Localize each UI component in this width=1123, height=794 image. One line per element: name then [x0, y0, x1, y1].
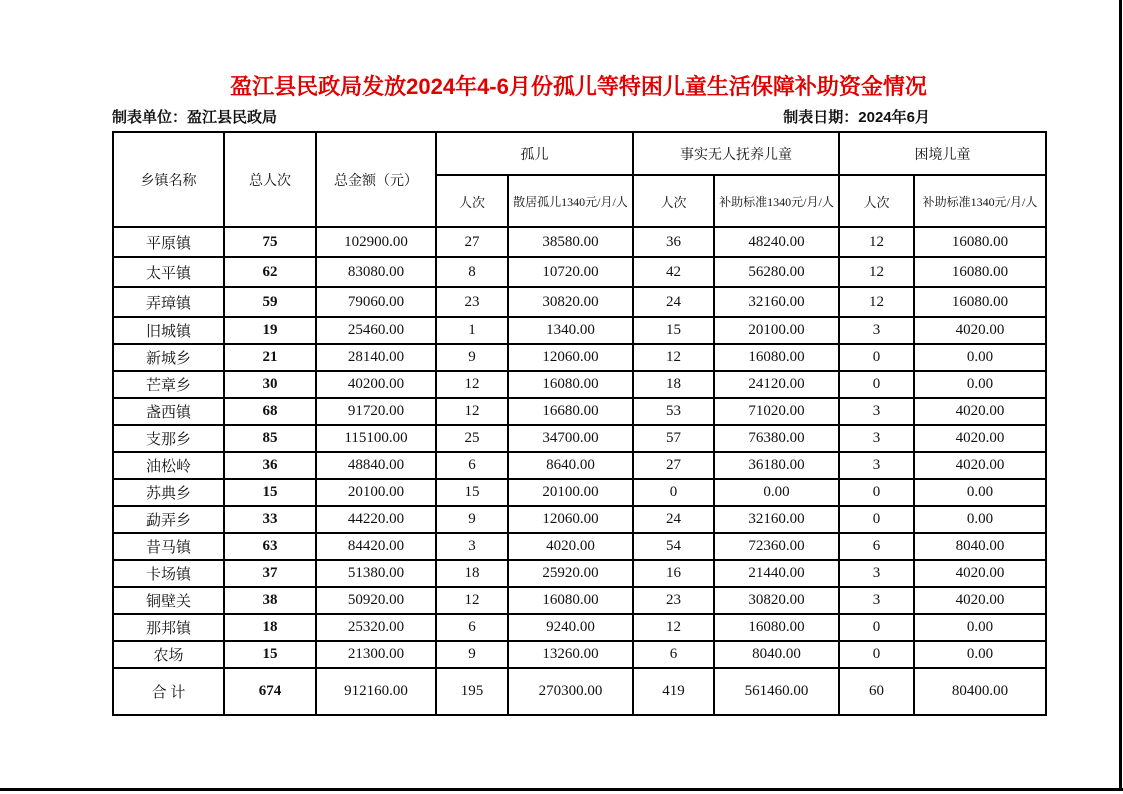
value-cell: 12 — [839, 257, 914, 287]
value-cell: 16080.00 — [914, 257, 1046, 287]
value-cell: 102900.00 — [316, 227, 436, 257]
value-cell: 1 — [436, 317, 508, 344]
value-cell: 6 — [436, 614, 508, 641]
value-cell: 18 — [224, 614, 316, 641]
value-cell: 16080.00 — [914, 287, 1046, 317]
page-edge-right — [1119, 0, 1122, 791]
value-cell: 4020.00 — [914, 425, 1046, 452]
value-cell: 40200.00 — [316, 371, 436, 398]
value-cell: 16080.00 — [914, 227, 1046, 257]
value-cell: 0.00 — [914, 641, 1046, 668]
total-value-cell: 60 — [839, 668, 914, 715]
value-cell: 59 — [224, 287, 316, 317]
value-cell: 0.00 — [914, 506, 1046, 533]
value-cell: 9 — [436, 641, 508, 668]
value-cell: 0 — [633, 479, 714, 506]
value-cell: 21440.00 — [714, 560, 839, 587]
value-cell: 25920.00 — [508, 560, 633, 587]
total-value-cell: 270300.00 — [508, 668, 633, 715]
value-cell: 25320.00 — [316, 614, 436, 641]
township-cell: 勐弄乡 — [113, 506, 224, 533]
table-row — [113, 371, 1046, 398]
table-row — [113, 533, 1046, 560]
township-cell: 弄璋镇 — [113, 287, 224, 317]
value-cell: 3 — [839, 425, 914, 452]
document-page — [112, 0, 1045, 716]
value-cell: 54 — [633, 533, 714, 560]
value-cell: 38 — [224, 587, 316, 614]
value-cell: 48240.00 — [714, 227, 839, 257]
value-cell: 25 — [436, 425, 508, 452]
value-cell: 24120.00 — [714, 371, 839, 398]
value-cell: 62 — [224, 257, 316, 287]
page-edge-bottom — [0, 788, 1123, 791]
value-cell: 0.00 — [914, 479, 1046, 506]
value-cell: 25460.00 — [316, 317, 436, 344]
date-label: 制表日期：2024年6月 — [783, 109, 930, 126]
table-row — [113, 425, 1046, 452]
value-cell: 9 — [436, 344, 508, 371]
table-row — [113, 614, 1046, 641]
value-cell: 3 — [839, 452, 914, 479]
value-cell: 36 — [224, 452, 316, 479]
value-cell: 9 — [436, 506, 508, 533]
value-cell: 12 — [633, 614, 714, 641]
value-cell: 24 — [633, 287, 714, 317]
township-cell: 卡场镇 — [113, 560, 224, 587]
value-cell: 84420.00 — [316, 533, 436, 560]
value-cell: 20100.00 — [508, 479, 633, 506]
township-cell: 铜壁关 — [113, 587, 224, 614]
value-cell: 33 — [224, 506, 316, 533]
value-cell: 8040.00 — [714, 641, 839, 668]
value-cell: 18 — [436, 560, 508, 587]
total-row — [113, 668, 1046, 715]
value-cell: 36 — [633, 227, 714, 257]
value-cell: 30820.00 — [508, 287, 633, 317]
value-cell: 15 — [224, 479, 316, 506]
table-row — [113, 227, 1046, 257]
township-cell: 太平镇 — [113, 257, 224, 287]
value-cell: 19 — [224, 317, 316, 344]
value-cell: 16080.00 — [508, 587, 633, 614]
value-cell: 115100.00 — [316, 425, 436, 452]
group-header-orphans: 孤儿 — [436, 132, 633, 175]
township-cell: 农场 — [113, 641, 224, 668]
value-cell: 4020.00 — [508, 533, 633, 560]
value-cell: 4020.00 — [914, 560, 1046, 587]
township-cell: 苏典乡 — [113, 479, 224, 506]
value-cell: 8640.00 — [508, 452, 633, 479]
value-cell: 28140.00 — [316, 344, 436, 371]
total-value-cell: 195 — [436, 668, 508, 715]
value-cell: 53 — [633, 398, 714, 425]
table-row — [113, 641, 1046, 668]
table-row — [113, 587, 1046, 614]
total-label-cell: 合 计 — [113, 668, 224, 715]
table-row — [113, 398, 1046, 425]
col-header-total-amount: 总金额（元） — [316, 132, 436, 227]
value-cell: 75 — [224, 227, 316, 257]
value-cell: 16680.00 — [508, 398, 633, 425]
value-cell: 16080.00 — [714, 344, 839, 371]
value-cell: 36180.00 — [714, 452, 839, 479]
township-cell: 平原镇 — [113, 227, 224, 257]
value-cell: 68 — [224, 398, 316, 425]
value-cell: 4020.00 — [914, 317, 1046, 344]
table-row — [113, 257, 1046, 287]
value-cell: 12060.00 — [508, 344, 633, 371]
value-cell: 4020.00 — [914, 452, 1046, 479]
value-cell: 48840.00 — [316, 452, 436, 479]
table-row — [113, 287, 1046, 317]
sub-header-hardship-standard: 补助标准1340元/月/人 — [914, 175, 1046, 227]
value-cell: 72360.00 — [714, 533, 839, 560]
sub-header-defacto-standard: 补助标准1340元/月/人 — [714, 175, 839, 227]
total-value-cell: 912160.00 — [316, 668, 436, 715]
value-cell: 12 — [839, 287, 914, 317]
value-cell: 12 — [633, 344, 714, 371]
total-value-cell: 674 — [224, 668, 316, 715]
value-cell: 3 — [839, 560, 914, 587]
value-cell: 30 — [224, 371, 316, 398]
value-cell: 0.00 — [914, 344, 1046, 371]
value-cell: 37 — [224, 560, 316, 587]
township-cell: 芒章乡 — [113, 371, 224, 398]
value-cell: 6 — [633, 641, 714, 668]
meta-row — [112, 106, 1045, 127]
township-cell: 旧城镇 — [113, 317, 224, 344]
table-row — [113, 452, 1046, 479]
table-row — [113, 344, 1046, 371]
value-cell: 27 — [436, 227, 508, 257]
value-cell: 13260.00 — [508, 641, 633, 668]
value-cell: 0 — [839, 344, 914, 371]
value-cell: 0 — [839, 641, 914, 668]
township-cell: 油松岭 — [113, 452, 224, 479]
table-row — [113, 560, 1046, 587]
township-cell: 昔马镇 — [113, 533, 224, 560]
value-cell: 76380.00 — [714, 425, 839, 452]
table-row — [113, 479, 1046, 506]
value-cell: 16 — [633, 560, 714, 587]
header-row-groups — [113, 132, 1046, 175]
value-cell: 15 — [224, 641, 316, 668]
value-cell: 18 — [633, 371, 714, 398]
sub-header-orphan-standard: 散居孤儿1340元/月/人 — [508, 175, 633, 227]
value-cell: 3 — [436, 533, 508, 560]
value-cell: 57 — [633, 425, 714, 452]
value-cell: 10720.00 — [508, 257, 633, 287]
col-header-township: 乡镇名称 — [113, 132, 224, 227]
value-cell: 32160.00 — [714, 506, 839, 533]
sub-header-orphan-count: 人次 — [436, 175, 508, 227]
value-cell: 16080.00 — [714, 614, 839, 641]
value-cell: 9240.00 — [508, 614, 633, 641]
value-cell: 56280.00 — [714, 257, 839, 287]
township-cell: 支那乡 — [113, 425, 224, 452]
value-cell: 12 — [839, 227, 914, 257]
value-cell: 0.00 — [914, 371, 1046, 398]
value-cell: 38580.00 — [508, 227, 633, 257]
value-cell: 34700.00 — [508, 425, 633, 452]
value-cell: 79060.00 — [316, 287, 436, 317]
subsidy-table — [112, 131, 1047, 716]
total-value-cell: 561460.00 — [714, 668, 839, 715]
value-cell: 21300.00 — [316, 641, 436, 668]
value-cell: 8 — [436, 257, 508, 287]
value-cell: 63 — [224, 533, 316, 560]
value-cell: 24 — [633, 506, 714, 533]
value-cell: 12 — [436, 587, 508, 614]
col-header-total-count: 总人次 — [224, 132, 316, 227]
sub-header-hardship-count: 人次 — [839, 175, 914, 227]
value-cell: 12060.00 — [508, 506, 633, 533]
value-cell: 6 — [839, 533, 914, 560]
value-cell: 3 — [839, 317, 914, 344]
value-cell: 21 — [224, 344, 316, 371]
value-cell: 15 — [436, 479, 508, 506]
value-cell: 20100.00 — [714, 317, 839, 344]
value-cell: 0.00 — [914, 614, 1046, 641]
group-header-defacto-unsupported: 事实无人抚养儿童 — [633, 132, 839, 175]
value-cell: 50920.00 — [316, 587, 436, 614]
value-cell: 15 — [633, 317, 714, 344]
value-cell: 71020.00 — [714, 398, 839, 425]
value-cell: 44220.00 — [316, 506, 436, 533]
group-header-hardship-children: 困境儿童 — [839, 132, 1046, 175]
value-cell: 0 — [839, 371, 914, 398]
value-cell: 1340.00 — [508, 317, 633, 344]
value-cell: 32160.00 — [714, 287, 839, 317]
township-cell: 盏西镇 — [113, 398, 224, 425]
total-value-cell: 80400.00 — [914, 668, 1046, 715]
value-cell: 8040.00 — [914, 533, 1046, 560]
township-cell: 新城乡 — [113, 344, 224, 371]
value-cell: 16080.00 — [508, 371, 633, 398]
sub-header-defacto-count: 人次 — [633, 175, 714, 227]
value-cell: 0 — [839, 614, 914, 641]
value-cell: 51380.00 — [316, 560, 436, 587]
value-cell: 4020.00 — [914, 398, 1046, 425]
value-cell: 0 — [839, 506, 914, 533]
value-cell: 4020.00 — [914, 587, 1046, 614]
value-cell: 30820.00 — [714, 587, 839, 614]
value-cell: 6 — [436, 452, 508, 479]
table-row — [113, 506, 1046, 533]
value-cell: 83080.00 — [316, 257, 436, 287]
page-title: 盈江县民政局发放2024年4-6月份孤儿等特困儿童生活保障补助资金情况 — [230, 74, 927, 99]
value-cell: 27 — [633, 452, 714, 479]
value-cell: 20100.00 — [316, 479, 436, 506]
value-cell: 12 — [436, 398, 508, 425]
township-cell: 那邦镇 — [113, 614, 224, 641]
value-cell: 3 — [839, 587, 914, 614]
value-cell: 12 — [436, 371, 508, 398]
total-value-cell: 419 — [633, 668, 714, 715]
value-cell: 0.00 — [714, 479, 839, 506]
value-cell: 23 — [633, 587, 714, 614]
value-cell: 85 — [224, 425, 316, 452]
value-cell: 0 — [839, 479, 914, 506]
value-cell: 3 — [839, 398, 914, 425]
value-cell: 23 — [436, 287, 508, 317]
value-cell: 42 — [633, 257, 714, 287]
maker-label: 制表单位：盈江县民政局 — [112, 109, 278, 126]
table-row — [113, 317, 1046, 344]
value-cell: 91720.00 — [316, 398, 436, 425]
